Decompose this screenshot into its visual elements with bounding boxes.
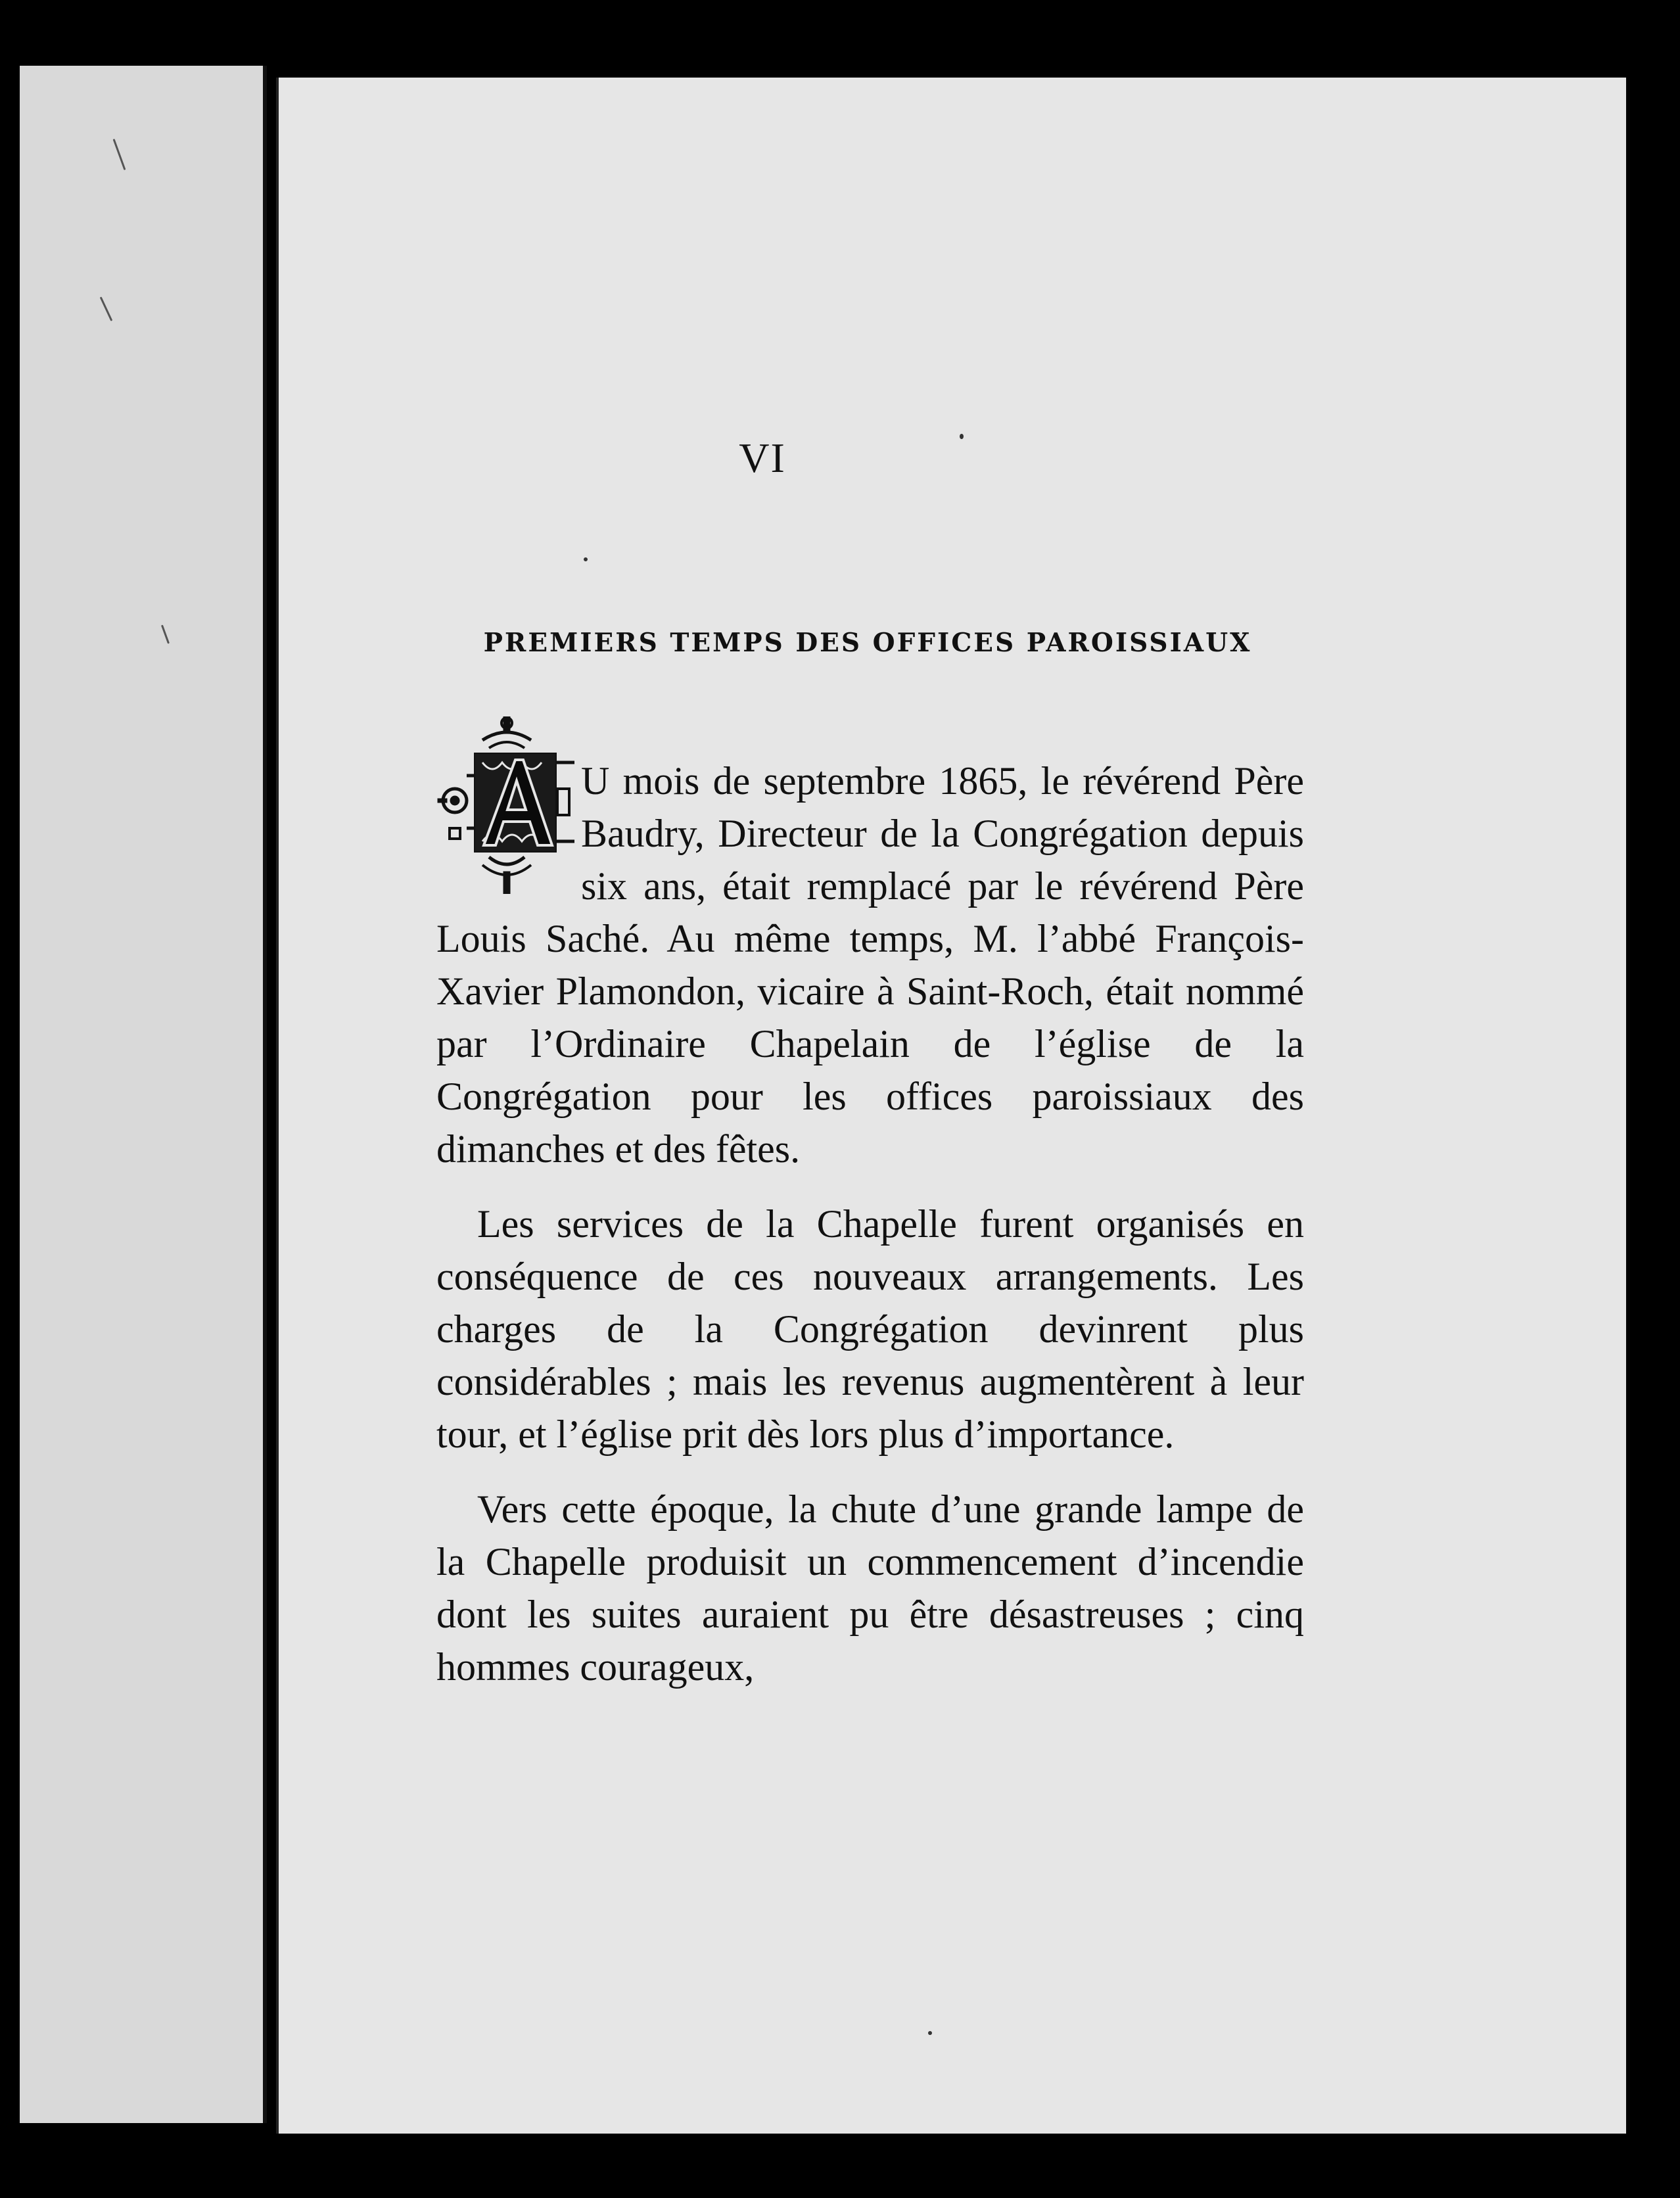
drop-cap-space	[436, 755, 581, 911]
page-mark	[161, 624, 170, 643]
paragraph: Vers cette époque, la chute d’une grande lampe de la Chapelle produisit un commencement d’incendie dont les suites auraient pu être désastreuses ; cinq hommes courageux,	[436, 1487, 1304, 1689]
facing-page-edge	[0, 66, 267, 2123]
scan-border	[1627, 99, 1680, 2136]
speck	[960, 434, 964, 439]
chapter-title: PREMIERS TEMPS DES OFFICES PAROISSIAUX	[483, 628, 1252, 658]
speck	[584, 557, 588, 561]
page-mark	[100, 296, 113, 321]
paragraph	[436, 755, 1304, 1175]
paragraph-text: U mois de septembre 1865, le révérend Père Baudry, Directeur de la Congrégation depuis six ans, était remplacé par le révérend Père Louis Saché. Au même temps, M. l’abbé François-Xavier Plamondon, vicaire à Saint-Roch, était nommé par l’Ordinaire Chapelain de l’église de la Congrégation pour les offices paroissiaux des dimanches et des fêtes.	[436, 759, 1304, 1171]
chapter-number: VI	[739, 434, 786, 481]
paragraph: Les services de la Chapelle furent organisés en conséquence de ces nouveaux arrangements. Les charges de la Congrégation devinrent plus considérables ; mais les revenus augmentèrent à leur tour, et l’église prit dès lors plus d’importance.	[436, 1202, 1304, 1456]
body-text	[436, 755, 1304, 1716]
page-mark	[113, 139, 126, 170]
binding-shadow	[0, 66, 20, 2123]
speck	[928, 2031, 932, 2035]
